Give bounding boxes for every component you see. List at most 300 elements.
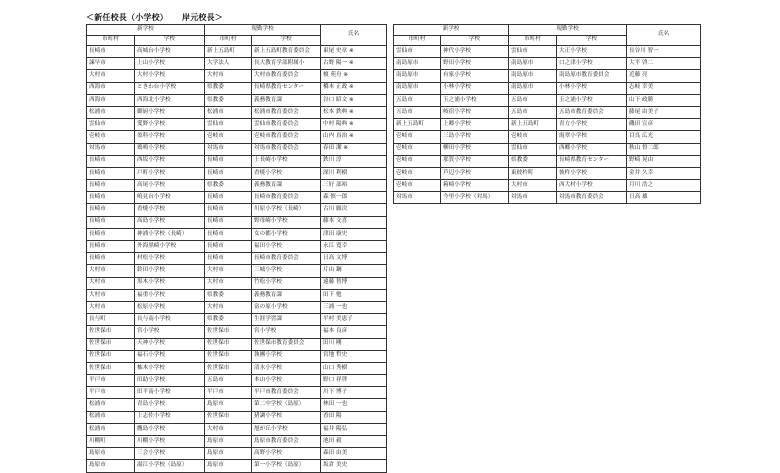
prev-school-cell: 対馬市教育委員会	[252, 143, 321, 155]
header-new-municipality: 市町村	[394, 35, 441, 46]
table-row	[87, 338, 387, 350]
prev-municipality-cell: 島原市	[205, 448, 252, 460]
principal-name-cell: 古野 陽一 ※	[321, 58, 387, 70]
principal-name-cell: 三浦 一也	[321, 301, 387, 313]
prev-municipality-cell: 南島原市	[509, 82, 557, 94]
prev-school-cell: 西郷小学校	[557, 143, 627, 155]
new-school-cell: 玉之浦小学校	[441, 94, 509, 106]
principal-name-cell: 大平 啓二	[627, 58, 701, 70]
new-school-cell: 青島小学校	[135, 399, 205, 411]
principal-name-cell: 金井 久幸	[627, 167, 701, 179]
table-row	[87, 119, 387, 131]
prev-school-cell: 第一小学校（島原）	[252, 460, 321, 472]
new-school-cell: 高尾小学校	[135, 180, 205, 192]
new-school-cell: 那賀小学校	[441, 155, 509, 167]
new-school-cell: 香焼小学校	[135, 204, 205, 216]
prev-school-cell: 口之津小学校	[557, 58, 627, 70]
table-row	[87, 399, 387, 411]
new-municipality-cell: 松浦市	[87, 423, 135, 435]
header-name: 氏名	[627, 25, 701, 46]
principal-name-cell: 谷口 昭文 ※	[321, 94, 387, 106]
prev-municipality-cell: 大村市	[509, 180, 557, 192]
prev-school-cell: 高野小学校	[252, 448, 321, 460]
prev-school-cell: 壱岐市教育委員会	[252, 131, 321, 143]
prev-school-cell: 佐世保市教育委員会	[252, 338, 321, 350]
principal-name-cell: 秋山 督二郎	[627, 143, 701, 155]
table-row	[394, 167, 701, 179]
new-municipality-cell: 長崎市	[87, 167, 135, 179]
prev-municipality-cell: 対馬市	[509, 192, 557, 204]
new-municipality-cell: 佐世保市	[87, 350, 135, 362]
principal-name-cell: 月川 浩之	[627, 180, 701, 192]
new-municipality-cell: 長崎市	[87, 155, 135, 167]
table-row	[87, 106, 387, 118]
new-school-cell: 盈科小学校	[135, 131, 205, 143]
principal-name-cell: 古川 願次	[321, 204, 387, 216]
new-school-cell: 戸町小学校	[135, 167, 205, 179]
principal-name-cell: 山下 政勝	[627, 94, 701, 106]
header-prev-school-name: 学校	[557, 35, 627, 46]
prev-school-cell: 長崎市教育委員会	[252, 253, 321, 265]
principal-name-cell: 山内 真治 ※	[321, 131, 387, 143]
prev-school-cell: 執團小学校	[252, 350, 321, 362]
new-municipality-cell: 平戸市	[87, 387, 135, 399]
prev-municipality-cell: 県教委	[205, 314, 252, 326]
prev-school-cell: 義務教育課	[252, 180, 321, 192]
prev-municipality-cell: 県教委	[205, 289, 252, 301]
prev-municipality-cell: 県教委	[205, 180, 252, 192]
prev-municipality-cell: 長崎市	[205, 155, 252, 167]
table-row	[87, 192, 387, 204]
principal-name-cell: 田下 勉	[321, 289, 387, 301]
new-municipality-cell: 長崎市	[87, 46, 135, 58]
table-row	[87, 387, 387, 399]
new-school-cell: 御厨小学校	[135, 106, 205, 118]
header-prev-municipality: 市町村	[509, 35, 557, 46]
principal-name-cell: 目良 広光	[627, 131, 701, 143]
left-table-body	[87, 46, 387, 473]
header-prev-municipality: 市町村	[205, 35, 252, 46]
new-municipality-cell: 南島原市	[394, 58, 441, 70]
table-row	[87, 143, 387, 155]
new-school-cell: 鈴田小学校	[135, 265, 205, 277]
prev-municipality-cell: 長崎市	[205, 228, 252, 240]
table-row	[394, 192, 701, 204]
principal-name-cell: 平村 美恵子	[321, 314, 387, 326]
table-row	[87, 253, 387, 265]
prev-municipality-cell: 長崎市	[205, 216, 252, 228]
new-school-cell: 福重小学校	[135, 289, 205, 301]
new-school-cell: 高島小学校	[135, 216, 205, 228]
new-municipality-cell: 長崎市	[87, 228, 135, 240]
table-row	[87, 362, 387, 374]
new-municipality-cell: 西海市	[87, 94, 135, 106]
new-municipality-cell: 大村市	[87, 70, 135, 82]
principal-name-cell: 山口 秀樹	[321, 362, 387, 374]
prev-municipality-cell: 雲仙市	[509, 143, 557, 155]
table-row	[87, 216, 387, 228]
prev-school-cell: 長大教育学部附属小	[252, 58, 321, 70]
table-row	[394, 46, 701, 58]
new-school-cell: 上山小学校	[135, 58, 205, 70]
new-municipality-cell: 松浦市	[87, 106, 135, 118]
prev-school-cell: 島原市教育委員会	[252, 436, 321, 448]
prev-municipality-cell: 大村市	[205, 423, 252, 435]
new-school-cell: 岐宿小学校	[441, 106, 509, 118]
table-row	[87, 314, 387, 326]
prev-school-cell: 本山小学校	[252, 375, 321, 387]
prev-municipality-cell: 五島市	[509, 94, 557, 106]
new-municipality-cell: 長与町	[87, 314, 135, 326]
prev-school-cell: 三城小学校	[252, 265, 321, 277]
prev-school-cell: 上長崎小学校	[252, 155, 321, 167]
principal-name-cell: 橋本 正政 ※	[321, 82, 387, 94]
header-prev-school: 現勤学校	[205, 25, 321, 36]
new-municipality-cell: 諫早市	[87, 58, 135, 70]
prev-municipality-cell: 壱岐市	[509, 131, 557, 143]
new-school-cell: 高城台小学校	[135, 46, 205, 58]
new-school-cell: 田平南小学校	[135, 387, 205, 399]
new-school-cell: 外海黒崎小学校	[135, 241, 205, 253]
header-prev-school-name: 学校	[252, 35, 321, 46]
table-row	[394, 94, 701, 106]
new-municipality-cell: 西海市	[87, 82, 135, 94]
prev-municipality-cell: 長崎市	[205, 241, 252, 253]
prev-municipality-cell: 東彼杵町	[509, 167, 557, 179]
new-municipality-cell: 五島市	[394, 94, 441, 106]
prev-municipality-cell: 壱岐市	[205, 131, 252, 143]
prev-municipality-cell: 県教委	[205, 94, 252, 106]
prev-school-cell: 第二中学校（島原）	[252, 399, 321, 411]
new-municipality-cell: 壱岐市	[394, 155, 441, 167]
table-row	[394, 155, 701, 167]
new-municipality-cell: 壱岐市	[394, 180, 441, 192]
header-new-municipality: 市町村	[87, 35, 135, 46]
prev-school-cell: 富の原小学校	[252, 301, 321, 313]
prev-school-cell: 清水小学校	[252, 362, 321, 374]
prev-municipality-cell: 大村市	[205, 70, 252, 82]
table-row	[87, 94, 387, 106]
table-row	[87, 241, 387, 253]
principal-name-cell: 藤尾 由美子	[627, 106, 701, 118]
prev-municipality-cell: 大村市	[205, 301, 252, 313]
prev-municipality-cell: 県教委	[509, 155, 557, 167]
prev-municipality-cell: 五島市	[205, 375, 252, 387]
new-school-cell: 野田小学校	[441, 58, 509, 70]
principal-name-cell: 津田 康史	[321, 228, 387, 240]
table-row	[87, 423, 387, 435]
prev-school-cell: 宮小学校	[252, 326, 321, 338]
new-municipality-cell: 壱岐市	[394, 131, 441, 143]
table-row	[87, 155, 387, 167]
principal-name-cell: 磯田 宣彦	[627, 119, 701, 131]
new-municipality-cell: 雲仙市	[87, 119, 135, 131]
prev-municipality-cell: 長崎市	[205, 167, 252, 179]
prev-school-cell: 義務教育課	[252, 94, 321, 106]
new-municipality-cell: 佐世保市	[87, 326, 135, 338]
prev-school-cell: 新上五島町教育委員会	[252, 46, 321, 58]
principal-name-cell: 深川 利樹	[321, 167, 387, 179]
principal-table-left	[86, 24, 387, 473]
principal-name-cell: 日高 文博	[321, 253, 387, 265]
principal-name-cell: 近藤 亮	[627, 70, 701, 82]
new-school-cell: 三会小学校	[135, 448, 205, 460]
new-municipality-cell: 佐世保市	[87, 338, 135, 350]
prev-municipality-cell: 新上五島町	[509, 119, 557, 131]
table-row	[87, 460, 387, 472]
new-school-cell: 上志佐小学校	[135, 411, 205, 423]
prev-school-cell: 玉之浦小学校	[557, 94, 627, 106]
prev-school-cell: 対馬市教育委員会	[557, 192, 627, 204]
new-municipality-cell: 南島原市	[394, 82, 441, 94]
principal-name-cell: 宮地 哲史	[321, 350, 387, 362]
table-row	[87, 448, 387, 460]
prev-school-cell: 南島原市教育委員会	[557, 70, 627, 82]
prev-municipality-cell: 佐世保市	[205, 362, 252, 374]
new-school-cell: 村松小学校	[135, 253, 205, 265]
new-municipality-cell: 雲仙市	[394, 46, 441, 58]
prev-school-cell: 義務教育課	[252, 289, 321, 301]
new-school-cell: 大村小学校	[135, 70, 205, 82]
table-row	[394, 106, 701, 118]
principal-name-cell: 福本 良彦	[321, 326, 387, 338]
prev-municipality-cell: 長崎市	[205, 204, 252, 216]
table-row	[87, 204, 387, 216]
prev-municipality-cell: 新上五島町	[205, 46, 252, 58]
principal-name-cell: 三好 部裕	[321, 180, 387, 192]
prev-municipality-cell: 島原市	[205, 399, 252, 411]
new-municipality-cell: 大村市	[87, 301, 135, 313]
new-municipality-cell: 壱岐市	[394, 167, 441, 179]
new-municipality-cell: 大村市	[87, 265, 135, 277]
new-municipality-cell: 島原市	[87, 448, 135, 460]
new-school-cell: 柳田小学校	[441, 143, 509, 155]
prev-school-cell: 青方小学校	[557, 119, 627, 131]
table-row	[394, 143, 701, 155]
table-row	[394, 119, 701, 131]
principal-name-cell: 日高 雄	[627, 192, 701, 204]
principal-name-cell: 香田 陽	[321, 411, 387, 423]
new-school-cell: ときわ台小学校	[135, 82, 205, 94]
prev-school-cell: 猪調小学校	[252, 411, 321, 423]
principal-name-cell: 松本 鉄典 ※	[321, 106, 387, 118]
new-school-cell: 鳴見台小学校	[135, 192, 205, 204]
prev-school-cell: 西大村小学校	[557, 180, 627, 192]
header-new-school: 新学校	[87, 25, 205, 36]
prev-school-cell: 竹松小学校	[252, 277, 321, 289]
new-municipality-cell: 対馬市	[394, 192, 441, 204]
table-row	[87, 375, 387, 387]
principal-name-cell: 鉄川 淳	[321, 155, 387, 167]
prev-municipality-cell: 大村市	[205, 265, 252, 277]
new-school-cell: 箱崎小学校	[441, 180, 509, 192]
table-row	[87, 265, 387, 277]
header-new-school: 新学校	[394, 25, 509, 36]
new-school-cell: 神浦小学校（長崎）	[135, 228, 205, 240]
table-row	[87, 411, 387, 423]
principal-name-cell: 田川 剛	[321, 338, 387, 350]
new-school-cell: 今里小学校（対馬）	[441, 192, 509, 204]
new-school-cell: 芦辺小学校	[441, 167, 509, 179]
new-school-cell: 小林小学校	[441, 82, 509, 94]
prev-municipality-cell: 南島原市	[509, 70, 557, 82]
table-row	[87, 277, 387, 289]
prev-school-cell: 小林小学校	[557, 82, 627, 94]
principal-name-cell: 森田 由美	[321, 448, 387, 460]
table-row	[394, 70, 701, 82]
header-new-school-name: 学校	[135, 35, 205, 46]
table-row	[87, 70, 387, 82]
table-row	[87, 326, 387, 338]
prev-school-cell: 長崎県教育センター	[252, 82, 321, 94]
new-school-cell: 柚木小学校	[135, 362, 205, 374]
prev-school-cell: 女の都小学校	[252, 228, 321, 240]
title-main: ＜新任校長（小学校）	[86, 13, 168, 22]
prev-school-cell: 大村市教育委員会	[252, 70, 321, 82]
new-school-cell: 三島小学校	[441, 131, 509, 143]
new-school-cell: 愛野小学校	[135, 119, 205, 131]
prev-school-cell: 霞翠小学校	[557, 131, 627, 143]
header-name: 氏名	[321, 25, 387, 46]
prev-municipality-cell: 対馬市	[205, 143, 252, 155]
prev-municipality-cell: 佐世保市	[205, 326, 252, 338]
prev-municipality-cell: 佐世保市	[205, 350, 252, 362]
prev-school-cell: 福田小学校	[252, 241, 321, 253]
new-municipality-cell: 対馬市	[87, 143, 135, 155]
new-municipality-cell: 南島原市	[394, 70, 441, 82]
prev-municipality-cell: 南島原市	[509, 58, 557, 70]
new-school-cell: 鶏鳴小学校	[135, 143, 205, 155]
principal-name-cell: 遠藤 智博	[321, 277, 387, 289]
table-row	[87, 58, 387, 70]
prev-school-cell: 川原小学校（長崎）	[252, 204, 321, 216]
principal-name-cell: 長谷川 智一	[627, 46, 701, 58]
header-prev-school: 現勤学校	[509, 25, 627, 36]
prev-school-cell: 野母崎小学校	[252, 216, 321, 228]
prev-school-cell: 雲仙市教育委員会	[252, 119, 321, 131]
prev-municipality-cell: 五島市	[509, 106, 557, 118]
prev-school-cell: 長崎市教育委員会	[252, 192, 321, 204]
new-municipality-cell: 長崎市	[87, 253, 135, 265]
prev-school-cell: 大正小学校	[557, 46, 627, 58]
new-municipality-cell: 大村市	[87, 289, 135, 301]
new-school-cell: 西海北小学校	[135, 94, 205, 106]
new-school-cell: 有家小学校	[441, 70, 509, 82]
new-municipality-cell: 松浦市	[87, 411, 135, 423]
principal-name-cell: 池田 毅	[321, 436, 387, 448]
principal-name-cell: 東尾 史章 ※	[321, 46, 387, 58]
table-row	[87, 289, 387, 301]
prev-municipality-cell: 島原市	[205, 436, 252, 448]
principal-name-cell: 片山 鋼	[321, 265, 387, 277]
new-school-cell: 上郷小学校	[441, 119, 509, 131]
table-row	[394, 131, 701, 143]
table-row	[394, 180, 701, 192]
new-school-cell: 天神小学校	[135, 338, 205, 350]
principal-name-cell: 森 慎一郎	[321, 192, 387, 204]
principal-name-cell: 林田 一也	[321, 399, 387, 411]
new-municipality-cell: 長崎市	[87, 192, 135, 204]
title-sub: 岸元校長＞	[182, 13, 223, 22]
prev-municipality-cell: 大村市	[205, 277, 252, 289]
prev-school-cell: 旭が丘小学校	[252, 423, 321, 435]
principal-name-cell: 春田 潔 ※	[321, 143, 387, 155]
document-title	[86, 12, 223, 23]
principal-name-cell: 坂倉 美史	[321, 460, 387, 472]
table-row	[394, 58, 701, 70]
prev-school-cell: 五島市教育委員会	[557, 106, 627, 118]
principal-name-cell: 榎 苑舟 ※	[321, 70, 387, 82]
new-municipality-cell: 平戸市	[87, 375, 135, 387]
new-school-cell: 神代小学校	[441, 46, 509, 58]
prev-school-cell: 彼杵小学校	[557, 167, 627, 179]
table-row	[87, 180, 387, 192]
prev-municipality-cell: 島原市	[205, 460, 252, 472]
prev-municipality-cell: 松浦市	[205, 106, 252, 118]
new-municipality-cell: 長崎市	[87, 180, 135, 192]
table-row	[87, 46, 387, 58]
header-new-school-name: 学校	[441, 35, 509, 46]
prev-municipality-cell: 佐世保市	[205, 338, 252, 350]
prev-school-cell: 松浦市教育委員会	[252, 106, 321, 118]
new-municipality-cell: 長崎市	[87, 216, 135, 228]
table-row	[87, 167, 387, 179]
table-row	[394, 82, 701, 94]
new-municipality-cell: 川棚町	[87, 436, 135, 448]
new-school-cell: 湯江小学校（島原）	[135, 460, 205, 472]
principal-name-cell: 志岐 幸美	[627, 82, 701, 94]
prev-municipality-cell: 大学法人	[205, 58, 252, 70]
prev-municipality-cell: 長崎市	[205, 253, 252, 265]
table-row	[87, 436, 387, 448]
new-school-cell: 田助小学校	[135, 375, 205, 387]
principal-table-right	[393, 24, 701, 204]
new-school-cell: 宮小学校	[135, 326, 205, 338]
new-school-cell: 福石小学校	[135, 350, 205, 362]
new-municipality-cell: 長崎市	[87, 241, 135, 253]
principal-name-cell: 野崎 晃由	[627, 155, 701, 167]
right-table-body	[394, 46, 701, 204]
principal-name-cell: 藤本 文喜	[321, 216, 387, 228]
prev-municipality-cell: 佐世保市	[205, 411, 252, 423]
new-municipality-cell: 松浦市	[87, 399, 135, 411]
new-municipality-cell: 壱岐市	[87, 131, 135, 143]
new-municipality-cell: 長崎市	[87, 204, 135, 216]
principal-name-cell: 川下 博子	[321, 387, 387, 399]
principal-name-cell: 福井 陽弘	[321, 423, 387, 435]
table-row	[87, 131, 387, 143]
new-municipality-cell: 新上五島町	[394, 119, 441, 131]
prev-municipality-cell: 雲仙市	[509, 46, 557, 58]
prev-school-cell: 香焼小学校	[252, 167, 321, 179]
new-municipality-cell: 島原市	[87, 460, 135, 472]
new-school-cell: 黒木小学校	[135, 277, 205, 289]
prev-municipality-cell: 長崎市	[205, 192, 252, 204]
table-row	[87, 350, 387, 362]
new-school-cell: 川棚小学校	[135, 436, 205, 448]
table-row	[87, 228, 387, 240]
prev-school-cell: 長崎県教育センター	[557, 155, 627, 167]
prev-school-cell: 平戸市教育委員会	[252, 387, 321, 399]
prev-school-cell: 生涯学習課	[252, 314, 321, 326]
new-municipality-cell: 大村市	[87, 277, 135, 289]
new-municipality-cell: 五島市	[394, 106, 441, 118]
new-school-cell: 鷹島小学校	[135, 423, 205, 435]
principal-name-cell: 中村 陽典 ※	[321, 119, 387, 131]
prev-municipality-cell: 平戸市	[205, 387, 252, 399]
new-municipality-cell: 佐世保市	[87, 362, 135, 374]
principal-name-cell: 野口 祥啓	[321, 375, 387, 387]
